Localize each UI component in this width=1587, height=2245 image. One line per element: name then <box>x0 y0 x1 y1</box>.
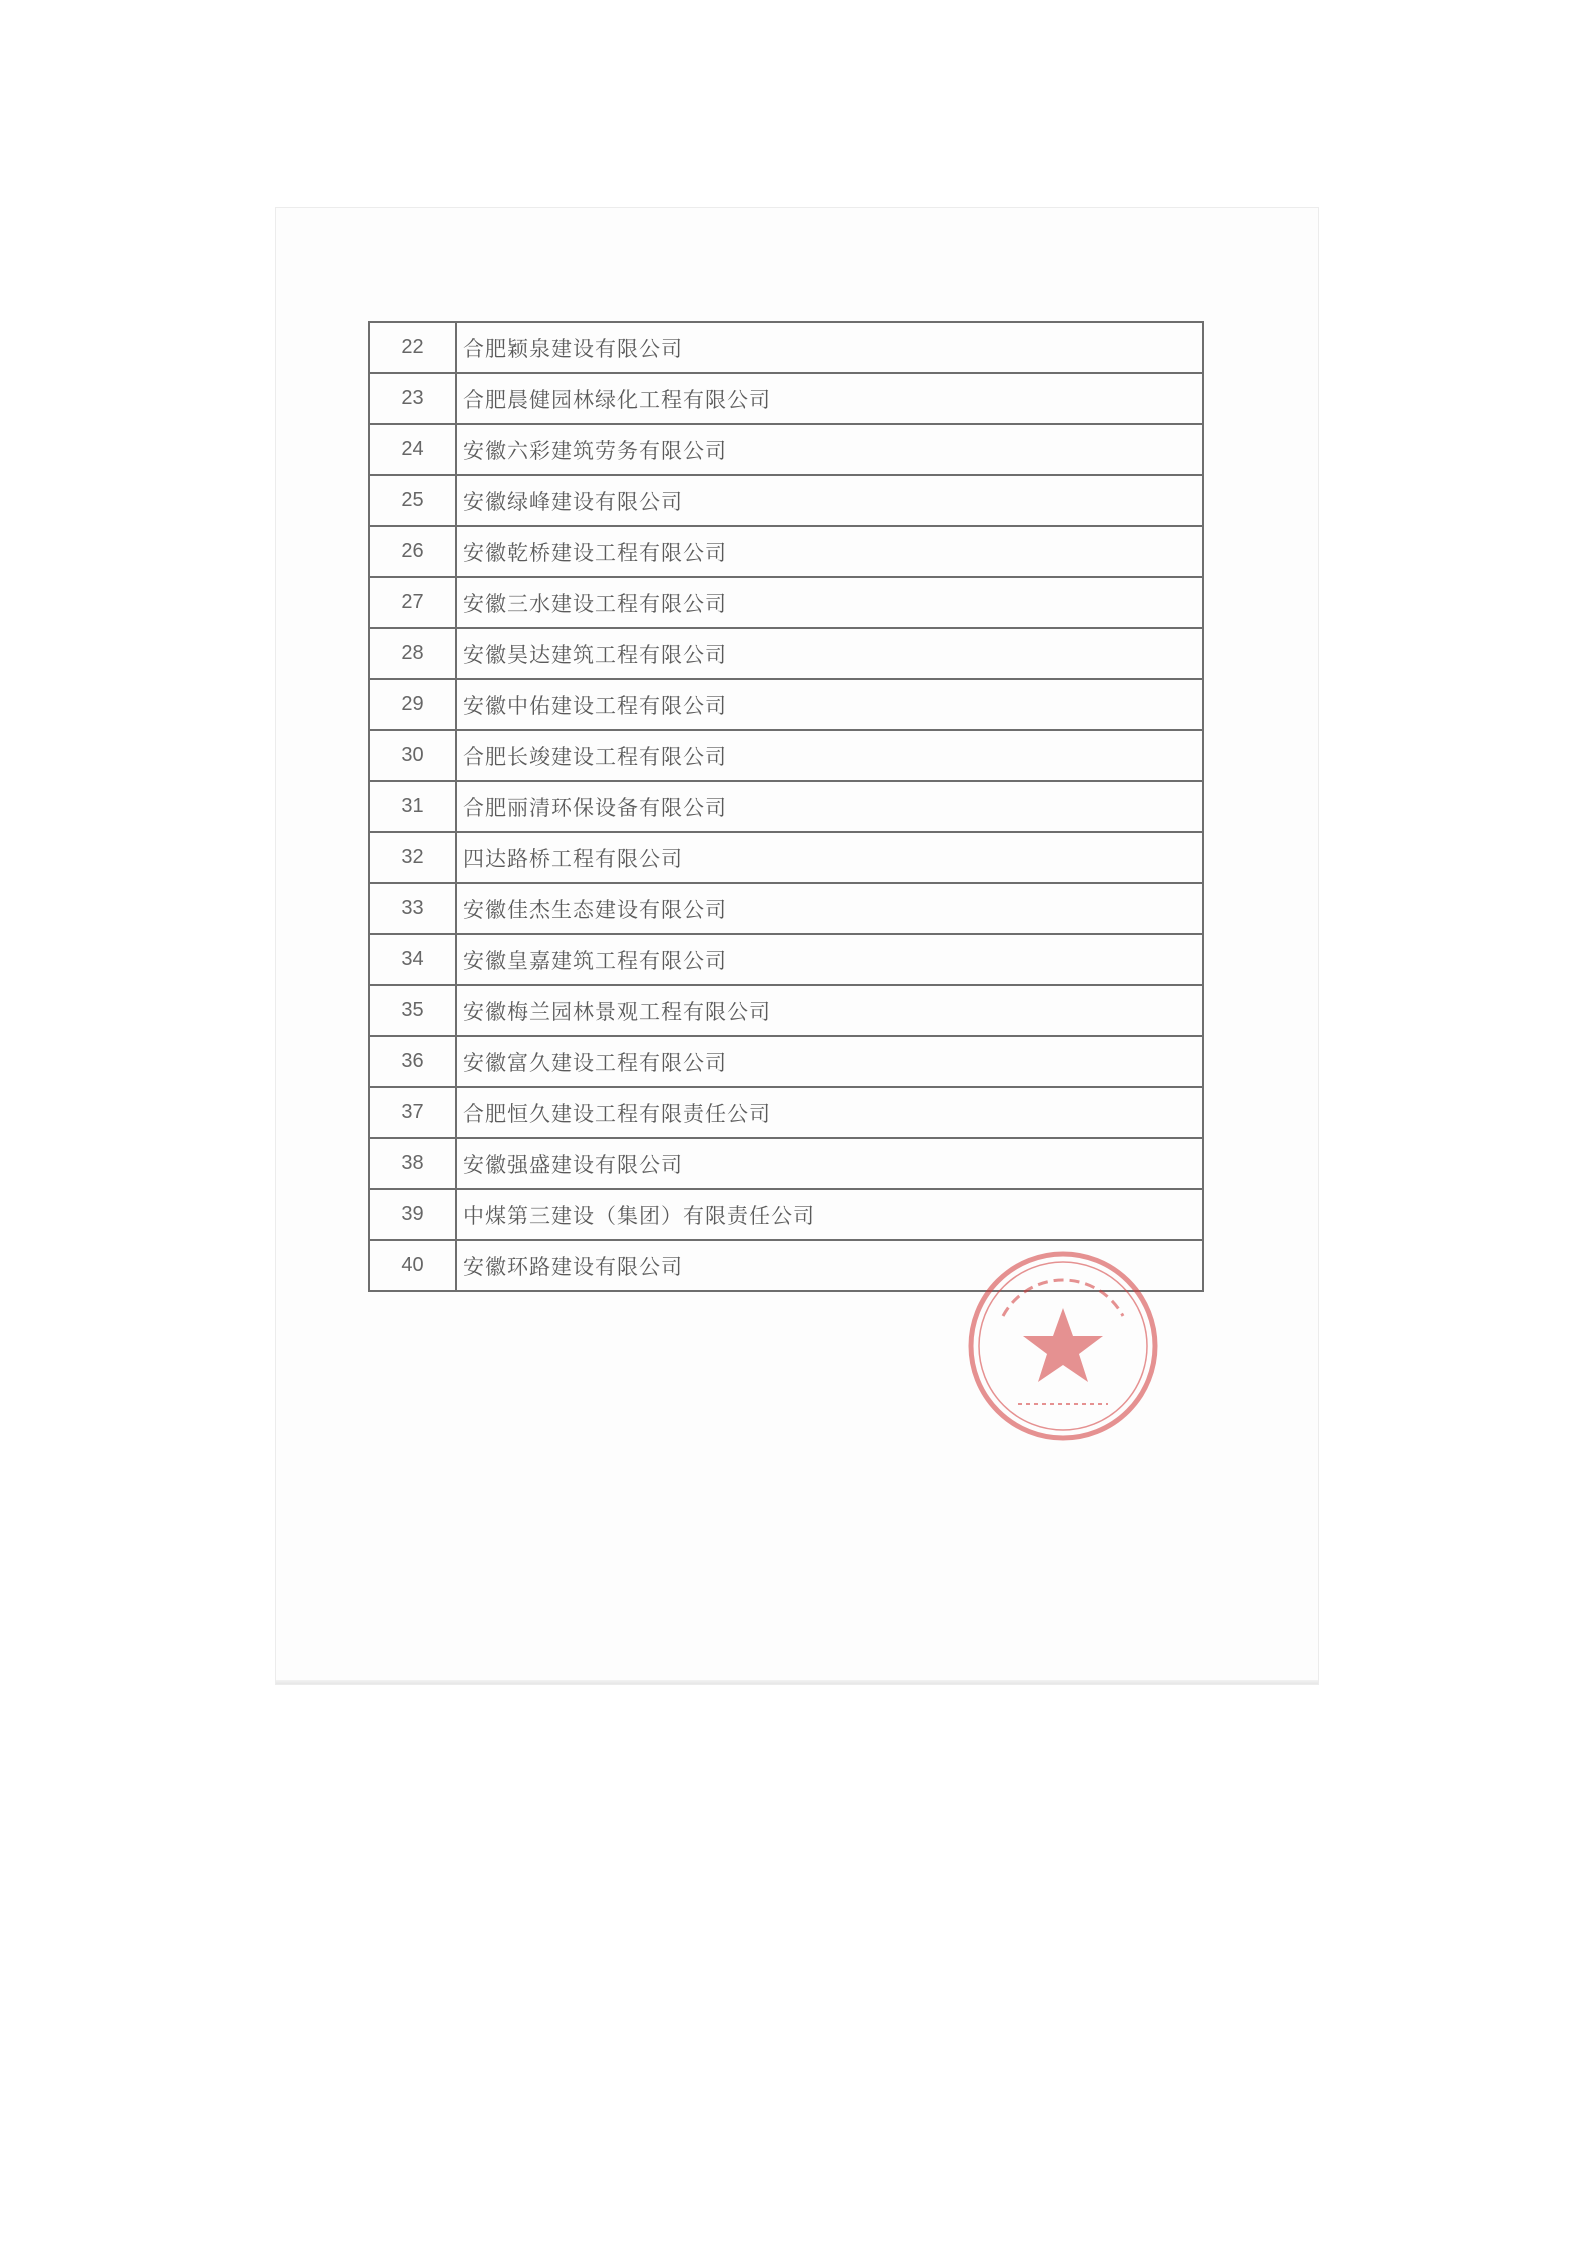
company-name: 合肥丽清环保设备有限公司 <box>456 781 1203 832</box>
company-name: 安徽六彩建筑劳务有限公司 <box>456 424 1203 475</box>
table-row <box>369 985 1203 1036</box>
row-number: 23 <box>369 373 456 424</box>
table-row <box>369 1189 1203 1240</box>
company-name: 合肥恒久建设工程有限责任公司 <box>456 1087 1203 1138</box>
row-number: 28 <box>369 628 456 679</box>
table-row <box>369 475 1203 526</box>
row-number: 37 <box>369 1087 456 1138</box>
row-number: 38 <box>369 1138 456 1189</box>
company-name: 合肥晨健园林绿化工程有限公司 <box>456 373 1203 424</box>
table-row <box>369 424 1203 475</box>
row-number: 39 <box>369 1189 456 1240</box>
company-name: 安徽皇嘉建筑工程有限公司 <box>456 934 1203 985</box>
table-row <box>369 1087 1203 1138</box>
row-number: 25 <box>369 475 456 526</box>
company-list-body <box>369 322 1203 1291</box>
table-row <box>369 679 1203 730</box>
row-number: 36 <box>369 1036 456 1087</box>
row-number: 31 <box>369 781 456 832</box>
company-name: 安徽佳杰生态建设有限公司 <box>456 883 1203 934</box>
row-number: 26 <box>369 526 456 577</box>
table-row <box>369 832 1203 883</box>
row-number: 35 <box>369 985 456 1036</box>
row-number: 32 <box>369 832 456 883</box>
company-name: 中煤第三建设（集团）有限责任公司 <box>456 1189 1203 1240</box>
table-row <box>369 934 1203 985</box>
company-name: 合肥长竣建设工程有限公司 <box>456 730 1203 781</box>
company-name: 安徽梅兰园林景观工程有限公司 <box>456 985 1203 1036</box>
company-name: 安徽强盛建设有限公司 <box>456 1138 1203 1189</box>
row-number: 22 <box>369 322 456 373</box>
table-row <box>369 730 1203 781</box>
row-number: 24 <box>369 424 456 475</box>
company-name: 安徽乾桥建设工程有限公司 <box>456 526 1203 577</box>
company-name: 安徽富久建设工程有限公司 <box>456 1036 1203 1087</box>
table-row <box>369 883 1203 934</box>
row-number: 40 <box>369 1240 456 1291</box>
row-number: 27 <box>369 577 456 628</box>
company-name: 合肥颖泉建设有限公司 <box>456 322 1203 373</box>
scanned-page <box>276 208 1318 1684</box>
company-name: 安徽中佑建设工程有限公司 <box>456 679 1203 730</box>
table-row <box>369 577 1203 628</box>
table-row <box>369 628 1203 679</box>
table-row <box>369 1138 1203 1189</box>
table-row <box>369 1036 1203 1087</box>
table-row <box>369 373 1203 424</box>
table-row <box>369 1240 1203 1291</box>
row-number: 30 <box>369 730 456 781</box>
table-row <box>369 526 1203 577</box>
company-name: 四达路桥工程有限公司 <box>456 832 1203 883</box>
table-row <box>369 322 1203 373</box>
row-number: 34 <box>369 934 456 985</box>
row-number: 33 <box>369 883 456 934</box>
table-row <box>369 781 1203 832</box>
company-name: 安徽环路建设有限公司 <box>456 1240 1203 1291</box>
company-name: 安徽绿峰建设有限公司 <box>456 475 1203 526</box>
company-list-table <box>368 321 1204 1292</box>
row-number: 29 <box>369 679 456 730</box>
company-name: 安徽三水建设工程有限公司 <box>456 577 1203 628</box>
company-name: 安徽昊达建筑工程有限公司 <box>456 628 1203 679</box>
